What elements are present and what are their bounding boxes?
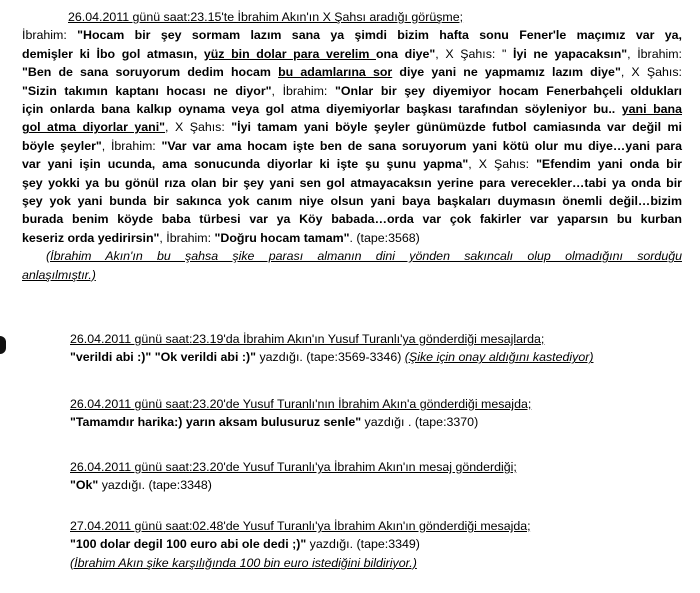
transcript-line: şey yok yani bunda bir sakınca yok canım niye olsun yani baya başkaları duymasın önemli değil…bizim [22,194,682,209]
message-heading: 26.04.2011 günü saat:23.20'de Yusuf Turanlı'ya İbrahim Akın'ın mesaj gönderdiği; [70,460,517,474]
transcript-line: İbrahim: "Hocam bir şey sormam lazım sana ya şimdi bizim hafta sonu Fener'le maçımız var ya, [22,28,683,43]
message-entry-2 [70,395,650,432]
message-body: "100 dolar degil 100 euro abi ole dedi ;)" yazdığı. (tape:3349) [70,537,420,552]
message-body: "verildi abi :)" "Ok verildi abi :)" yazdığı. (tape:3569-3346) (Şike için onay aldığını kastediyor) [70,350,594,365]
transcript-line: demişler ki İbo gol atmasın, yüz bin dolar para verelim ona diye", X Şahıs: " İyi ne yapacaksın", İbrahim: [22,46,682,61]
transcript-line: var yani işin ucunda, ama sonucunda diyorlar ki işte şu şunu yapma", X Şahıs: "Efendim yani onda bir [22,157,682,172]
message-entry-3 [70,458,650,495]
transcript-line: için onlarda bana kalkıp oynama veya gol atma diyemiyorlar başkası tarafından söyleniyor bu.. yani bana [22,102,682,117]
message-body: "Tamamdır harika:) yarın aksam bulusuruz senle" yazdığı . (tape:3370) [70,415,479,430]
transcript-line: şey yokki ya bu gönül rıza olan bir şey yani sen gol atmayacaksın yerine para verecekler…tabi ya onda bir [22,175,682,190]
message-entry-4 [70,517,650,572]
message-heading: 26.04.2011 günü saat:23.20'de Yusuf Turanlı'nın İbrahim Akın'a gönderdiği mesajda; [70,397,532,411]
transcript-line: burada benim köyde baba türbesi var ya Köy babada…orda var çok fakirler var yaparsın bu kurban [22,212,682,227]
message-entry-1 [70,330,650,367]
transcript-line: böyle şeyler", İbrahim: "Var var ama hocam işte ben de sana soruyorum yani kötü olur mu diye…yani para [22,138,682,153]
message-heading: 26.04.2011 günü saat:23.19'da İbrahim Akın'ın Yusuf Turanlı'ya gönderdiği mesajlarda; [70,332,545,346]
transcript-line: "Sizin takımın kaptanı hocası ne diyor", İbrahim: "Onlar bir şey diyemiyor hocam Fenerbahçeli oldukları [22,83,682,98]
investigator-note: anlaşılmıştır.) [22,267,96,282]
investigator-note: (İbrahim Akın'ın bu şahsa şike parası almanın dini yönden sakıncalı olup olmadığını sorduğu [46,249,682,264]
transcript-line: gol atma diyorlar yani", X Şahıs: "İyi tamam yani böyle şeyler günümüzde futbol camiasında var değil mi [22,120,682,135]
transcript-line: keseriz orda yedirirsin", İbrahim: "Doğru hocam tamam". (tape:3568) [22,230,420,245]
phone-call-transcript [22,8,682,284]
investigator-note: (İbrahim Akın şike karşılığında 100 bin euro istediğini bildiriyor.) [70,555,417,570]
message-heading: 27.04.2011 günü saat:02.48'de Yusuf Turanlı'ya İbrahim Akın'ın gönderdiği mesajda; [70,519,531,533]
transcript-line: "Ben de sana soruyorum dedim hocam bu adamlarına sor diye yani ne yapmamız lazım diye", X Şahıs: [22,65,682,80]
scan-edge-mark [0,336,6,354]
call-heading: 26.04.2011 günü saat:23.15'te İbrahim Akın'ın X Şahsı aradığı görüşme; [68,10,464,24]
message-body: "Ok" yazdığı. (tape:3348) [70,478,212,493]
